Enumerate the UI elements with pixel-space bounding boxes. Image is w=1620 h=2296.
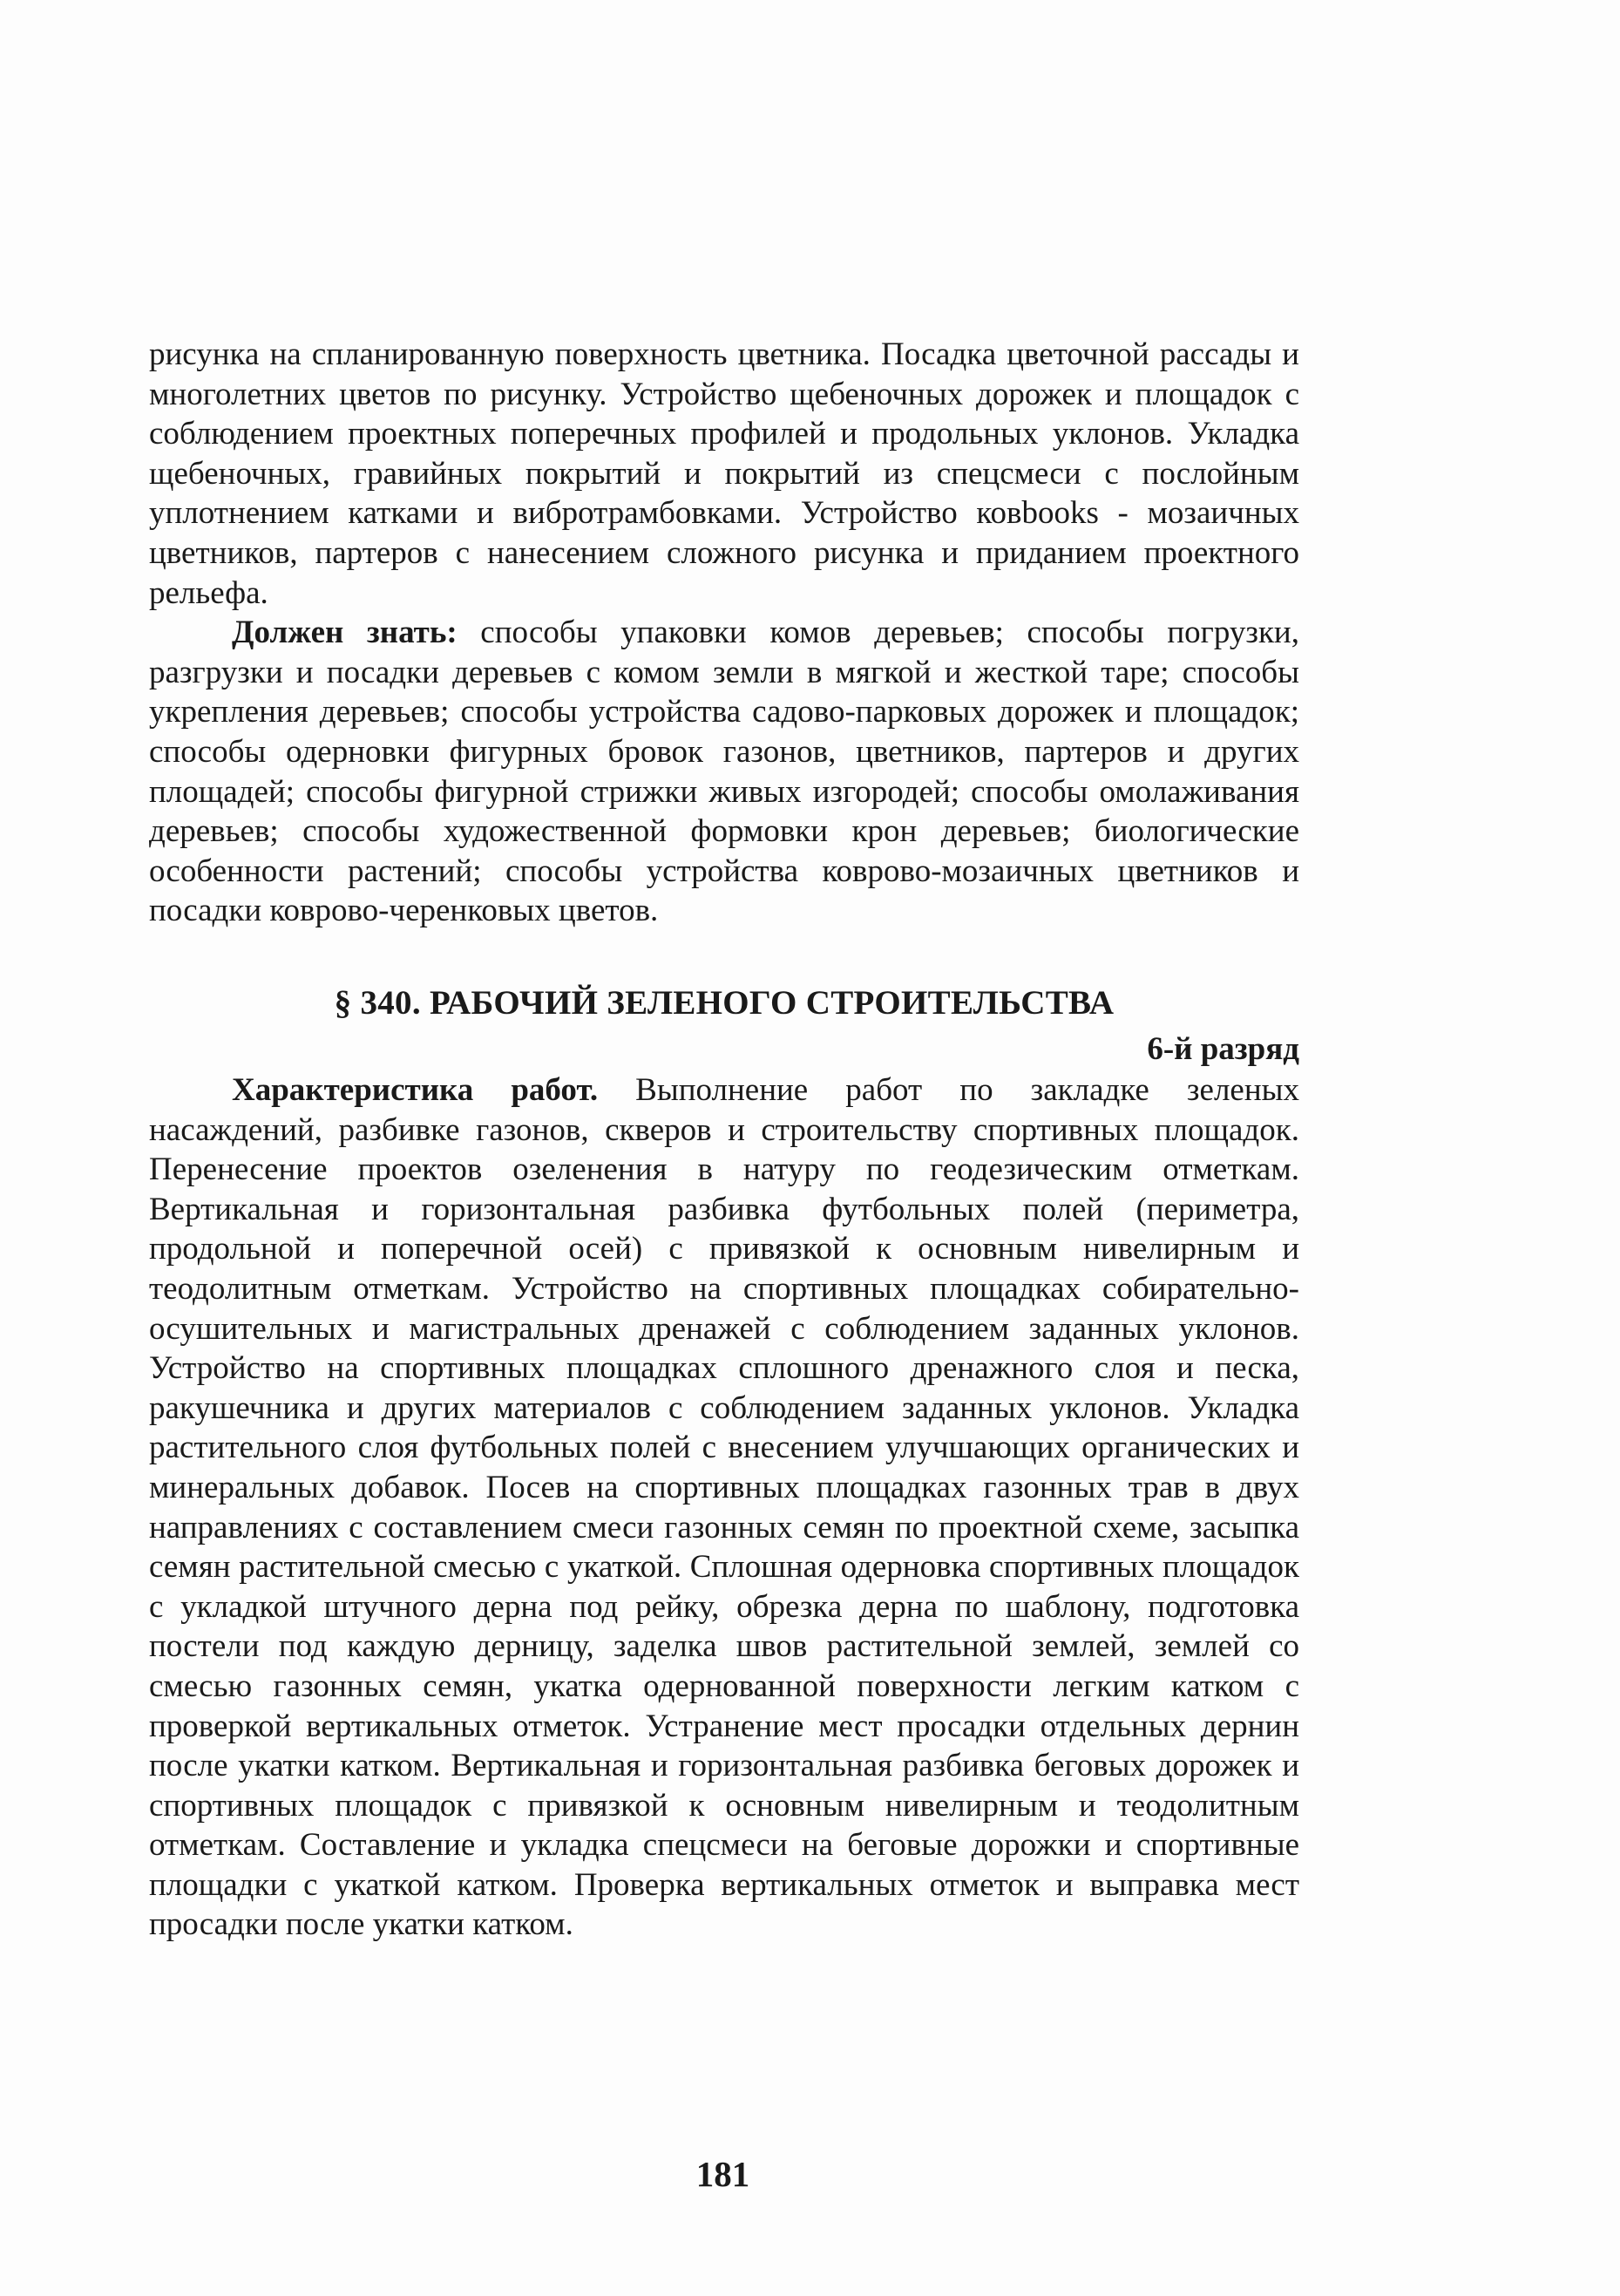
work-characteristics-text: Выполнение работ по закладке зеленых насаждений, разбивке газонов, скверов и строительству спортивных площадок. Перенесение проектов озеленения в натуру по геодезическим отметкам. Вертикальная и горизонтальная разбивка футбольных полей (периметра, продольной и поперечной осей) с привязкой к основным нивелирным и теодолитным отметкам. Устройство на спортивных площадках собирательно-осушительных и магистральных дренажей с соблюдением заданных уклонов. Устройство на спортивных площадках сплошного дренажного слоя и песка, ракушечника и других материалов с соблюдением заданных уклонов. Укладка растительного слоя футбольных полей с внесением улучшающих органических и минеральных добавок. Посев на спортивных площадках газонных трав в двух направлениях с составлением смеси газонных семян по проектной схеме, засыпка семян растительной смесью с укаткой. Сплошная одерновка спортивных площадок с укладкой штучного дерна под рейку, обрезка дерна по шаблону, подготовка постели под каждую дерницу, заделка швов растительной землей, землей со смесью газонных семян, укатка одернованной поверхности легким катком с проверкой вертикальных отметок. Устранение мест просадки отдельных дернин после укатки катком. Вертикальная и горизонтальная разбивка беговых дорожек и спортивных площадок с привязкой к основным нивелирным и теодолитным отметкам. Составление и укладка спецсмеси на беговые дорожки и спортивные площадки с укаткой катком. Проверка вертикальных отметок и выправка мест просадки после укатки катком. (149, 1072, 1299, 1943)
work-characteristics-label: Характеристика работ. (232, 1072, 599, 1108)
work-characteristics-paragraph (149, 1070, 1299, 1945)
must-know-label: Должен знать: (232, 615, 458, 651)
page-number: 181 (695, 2154, 750, 2194)
main-text-block (149, 1070, 1299, 1945)
section-heading: § 340. РАБОЧИЙ ЗЕЛЕНОГО СТРОИТЕЛЬСТВА (334, 984, 1115, 1022)
top-text-block (149, 335, 1299, 931)
must-know-text: способы упаковки комов деревьев; способы погрузки, разгрузки и посадки деревьев с комом земли в мягкой и жесткой таре; способы укрепления деревьев; способы устройства садово-парковых дорожек и площадок; способы одерновки фигурных бровок газонов, цветников, партеров и других площадей; способы фигурной стрижки живых изгородей; способы омолаживания деревьев; способы художественной формовки крон деревьев; биологические особенности растений; способы устройства коврово-мозаичных цветников и посадки коврово-черенковых цветов. (149, 615, 1299, 929)
must-know-paragraph (149, 613, 1299, 931)
grade-label: 6-й разряд (1147, 1031, 1299, 1067)
continuation-paragraph: рисунка на спланированную поверхность цветника. Посадка цветочной рассады и многолетних цветов по рисунку. Устройство щебеночных дорожек и площадок с соблюдением проектных поперечных профилей и продольных уклонов. Укладка щебеночных, гравийных покрытий и покрытий из спецсмеси с послойным уплотнением катками и вибротрамбовками. Устройство ковbooks - мозаичных цветников, партеров с нанесением сложного рисунка и приданием проектного рельефа. (149, 336, 1299, 611)
